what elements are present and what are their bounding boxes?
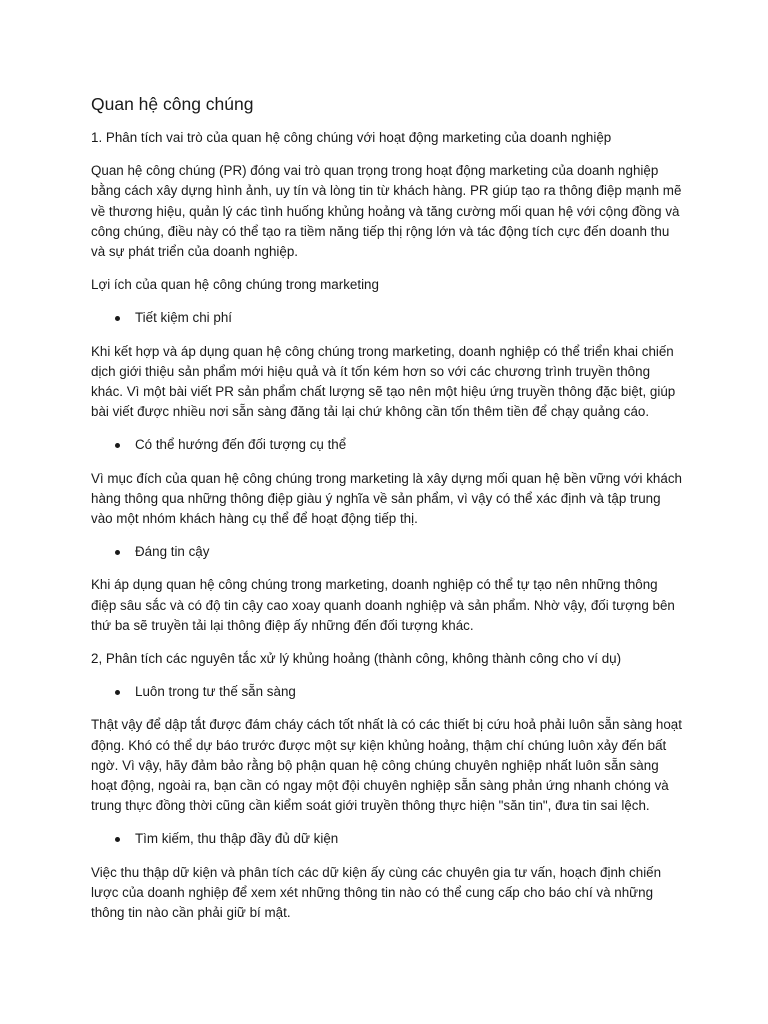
bullet-item-trustworthy (91, 542, 683, 562)
bullet-item-cost-saving (91, 308, 683, 328)
paragraph-target-audience: Vì mục đích của quan hệ công chúng trong marketing là xây dựng mối quan hệ bền vững với khách hàng thông qua những thông điệp giàu ý nghĩa về sản phẩm, vì vậy có thể xác định và tập trung vào một nhóm khách hàng cụ thể để hoạt động tiếp thị. (91, 470, 682, 527)
section-heading-2: 2, Phân tích các nguyên tắc xử lý khủng hoảng (thành công, không thành công cho ví dụ) (91, 651, 622, 667)
bullet-item-label: Đáng tin cậy (135, 544, 210, 560)
bullet-dot-icon (115, 837, 120, 842)
bullet-item-label: Tìm kiếm, thu thập đầy đủ dữ kiện (135, 831, 339, 847)
bullet-item-gather-facts (91, 829, 683, 849)
bullet-item-label: Có thể hướng đến đối tượng cụ thể (135, 437, 347, 453)
bullet-dot-icon (115, 443, 120, 448)
document-title: Quan hệ công chúng (91, 94, 254, 114)
section-heading-1: 1. Phân tích vai trò của quan hệ công chúng với hoạt động marketing của doanh nghiệp (91, 130, 612, 145)
bullet-dot-icon (115, 690, 120, 695)
paragraph-gather-facts: Việc thu thập dữ kiện và phân tích các dữ kiện ấy cùng các chuyên gia tư vấn, hoạch định chiến lược của doanh nghiệp để xem xét những thông tin nào có thể cung cấp cho báo chí và những thông tin nào cần phải giữ bí mật. (91, 864, 662, 921)
bullet-item-always-ready (91, 682, 683, 702)
bullet-item-label: Tiết kiệm chi phí (135, 310, 232, 326)
bullet-dot-icon (115, 550, 120, 555)
subheading-benefits: Lợi ích của quan hệ công chúng trong marketing (91, 277, 379, 293)
paragraph-cost-saving: Khi kết hợp và áp dụng quan hệ công chúng trong marketing, doanh nghiệp có thể triển khai chiến dịch giới thiệu sản phẩm mới hiệu quả và ít tốn kém hơn so với các chương trình truyền thông khác. Vì một bài viết PR sản phẩm chất lượng sẽ tạo nên một hiệu ứng truyền thông đặc biệt, giúp bài viết được nhiều nơi sẵn sàng đăng tải lại chứ không cần tốn thêm tiền để chạy quảng cáo. (91, 343, 676, 420)
bullet-item-label: Luôn trong tư thế sẵn sàng (135, 684, 296, 700)
bullet-dot-icon (115, 316, 120, 321)
paragraph-always-ready: Thật vậy để dập tắt được đám cháy cách tốt nhất là có các thiết bị cứu hoả phải luôn sẵn sàng hoạt động. Khó có thể dự báo trước được một sự kiện khủng hoảng, thậm chí chúng luôn xảy đến bất ngờ. Vì vậy, hãy đảm bảo rằng bộ phận quan hệ công chúng chuyên nghiệp nhất luôn sẵn sàng hoạt động, ngoài ra, bạn cần có ngay một đội chuyên nghiệp sẵn sàng phản ứng nhanh chóng và trung thực đồng thời cũng cần kiểm soát giới truyền thông thực hiện "săn tin", đưa tin sai lệch. (91, 717, 682, 814)
paragraph-trustworthy: Khi áp dụng quan hệ công chúng trong marketing, doanh nghiệp có thể tự tạo nên những thông điệp sâu sắc và có độ tin cậy cao xoay quanh doanh nghiệp và sản phẩm. Nhờ vậy, đối tượng bên thứ ba sẽ truyền tải lại thông điệp ấy những đến đối tượng khác. (91, 577, 675, 633)
paragraph-pr-role: Quan hệ công chúng (PR) đóng vai trò quan trọng trong hoạt động marketing của doanh nghiệp bằng cách xây dựng hình ảnh, uy tín và lòng tin từ khách hàng. PR giúp tạo ra thông điệp mạnh mẽ về thương hiệu, quản lý các tình huống khủng hoảng và tăng cường mối quan hệ với cộng đồng và công chúng, điều này có thể tạo ra tiềm năng tiếp thị rộng lớn và tác động tích cực đến doanh thu và sự phát triển của doanh nghiệp. (91, 163, 682, 260)
document-page (91, 92, 683, 936)
bullet-item-target-audience (91, 435, 683, 455)
